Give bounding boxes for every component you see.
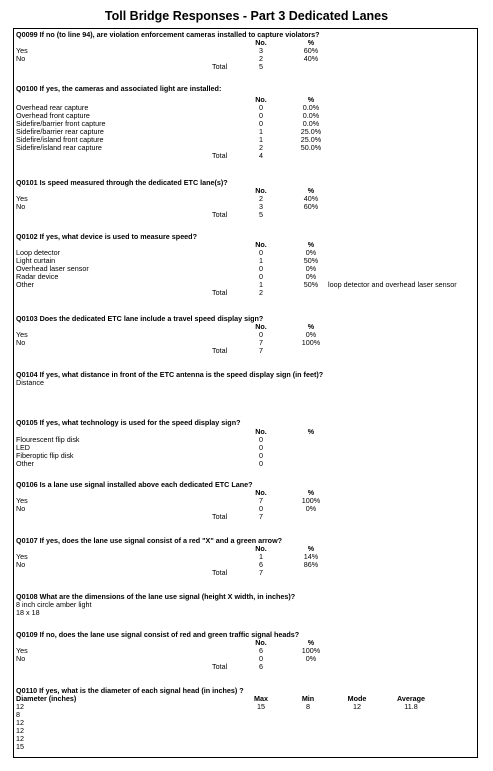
column-header: No. % <box>255 95 315 104</box>
total-row: Total 7 <box>212 346 263 355</box>
answer-row: Flourescent flip disk 0 <box>16 435 263 444</box>
answer-row: No 2 40% <box>16 54 319 63</box>
answer-row: Yes 3 60% <box>16 46 319 55</box>
stats-row: 12 15 8 12 11.8 <box>16 702 418 711</box>
total-row: Total 7 <box>212 568 263 577</box>
answer-row: Loop detector 0 0% <box>16 248 317 257</box>
value-item: 12 <box>16 726 24 735</box>
question-q0107 <box>16 536 490 577</box>
question-text: Q0104 If yes, what distance in front of the ETC antenna is the speed display sign (in feet)? <box>16 370 324 379</box>
question-q0108 <box>16 592 490 617</box>
question-text: Q0109 If no, does the lane use signal consist of red and green traffic signal heads? <box>16 630 300 639</box>
value-item: 8 <box>16 710 20 719</box>
answer-row: Radar device 0 0% <box>16 272 317 281</box>
answer-row: Yes 6 100% <box>16 646 321 655</box>
question-q0101 <box>16 178 490 219</box>
question-text: Q0102 If yes, what device is used to measure speed? <box>16 232 197 241</box>
value-item: 12 <box>16 734 24 743</box>
column-header: No. % <box>255 427 315 436</box>
other-note: loop detector and overhead laser sensor <box>328 280 457 289</box>
question-text: Q0099 If no (to line 94), are violation enforcement cameras installed to capture violators? <box>16 30 320 39</box>
answer-row: Light curtain 1 50% <box>16 256 319 265</box>
question-q0104 <box>16 370 490 387</box>
question-q0099 <box>16 30 490 71</box>
total-row: Total 7 <box>212 512 263 521</box>
column-header: No. % <box>255 38 315 47</box>
answer-row: Overhead rear capture 0 0.0% <box>16 103 320 112</box>
answer-row: Overhead front capture 0 0.0% <box>16 111 320 120</box>
answer-text: 8 inch circle amber light <box>16 600 92 609</box>
question-text: Q0106 Is a lane use signal installed above each dedicated ETC Lane? <box>16 480 253 489</box>
answer-row: Other 1 50% loop detector and overhead laser sensor <box>16 280 457 289</box>
answer-row: Overhead laser sensor 0 0% <box>16 264 317 273</box>
answer-row: Other 0 <box>16 459 263 468</box>
question-text: Q0103 Does the dedicated ETC lane include a travel speed display sign? <box>16 314 264 323</box>
answer-row: Sidefire/barrier rear capture 1 25.0% <box>16 127 322 136</box>
question-q0110 <box>16 686 490 751</box>
answer-text: 18 x 18 <box>16 608 40 617</box>
column-header: No. % <box>255 488 315 497</box>
answer-row: Sidefire/island rear capture 2 50.0% <box>16 143 322 152</box>
question-text: Q0105 If yes, what technology is used for the speed display sign? <box>16 418 241 427</box>
page-title: Toll Bridge Responses - Part 3 Dedicated Lanes <box>104 9 389 23</box>
column-header: No. % <box>255 186 315 195</box>
answer-row: Sidefire/island front capture 1 25.0% <box>16 135 322 144</box>
question-text: Q0108 What are the dimensions of the lane use signal (height X width, in inches)? <box>16 592 296 601</box>
answer-row: LED 0 <box>16 443 263 452</box>
total-row: Total 5 <box>212 210 263 219</box>
column-header: No. % <box>255 544 315 553</box>
answer-row: No 6 86% <box>16 560 319 569</box>
question-text: Q0100 If yes, the cameras and associated light are installed: <box>16 84 222 93</box>
question-q0106 <box>16 480 490 521</box>
answer-text: Distance <box>16 378 44 387</box>
answer-row: Yes 2 40% <box>16 194 319 203</box>
answer-row: Fiberoptic flip disk 0 <box>16 451 263 460</box>
column-header: No. % <box>255 322 315 331</box>
answer-row: Yes 1 14% <box>16 552 319 561</box>
answer-row: Sidefire/barrier front capture 0 0.0% <box>16 119 320 128</box>
question-text: Q0110 If yes, what is the diameter of each signal head (in inches) ? <box>16 686 244 695</box>
question-text: Q0101 Is speed measured through the dedicated ETC lane(s)? <box>16 178 228 187</box>
question-text: Q0107 If yes, does the lane use signal consist of a red "X" and a green arrow? <box>16 536 283 545</box>
answer-row: No 3 60% <box>16 202 319 211</box>
question-q0103 <box>16 314 490 355</box>
column-header: No. % <box>255 240 315 249</box>
answer-row: Yes 0 0% <box>16 330 317 339</box>
column-header: No. % <box>255 638 315 647</box>
question-q0105 <box>16 418 490 468</box>
total-row: Total 4 <box>212 151 263 160</box>
question-q0109 <box>16 630 490 671</box>
total-row: Total 2 <box>212 288 263 297</box>
answer-row: No 0 0% <box>16 654 317 663</box>
total-row: Total 6 <box>212 662 263 671</box>
total-row: Total 5 <box>212 62 263 71</box>
value-item: 15 <box>16 742 24 751</box>
answer-row: Yes 7 100% <box>16 496 321 505</box>
question-q0102 <box>16 232 490 297</box>
answer-row: No 0 0% <box>16 504 317 513</box>
answer-row: No 7 100% <box>16 338 321 347</box>
value-item: 12 <box>16 718 24 727</box>
question-q0100 <box>16 84 490 160</box>
stats-header: Diameter (inches) Max Min Mode Average <box>16 694 426 703</box>
